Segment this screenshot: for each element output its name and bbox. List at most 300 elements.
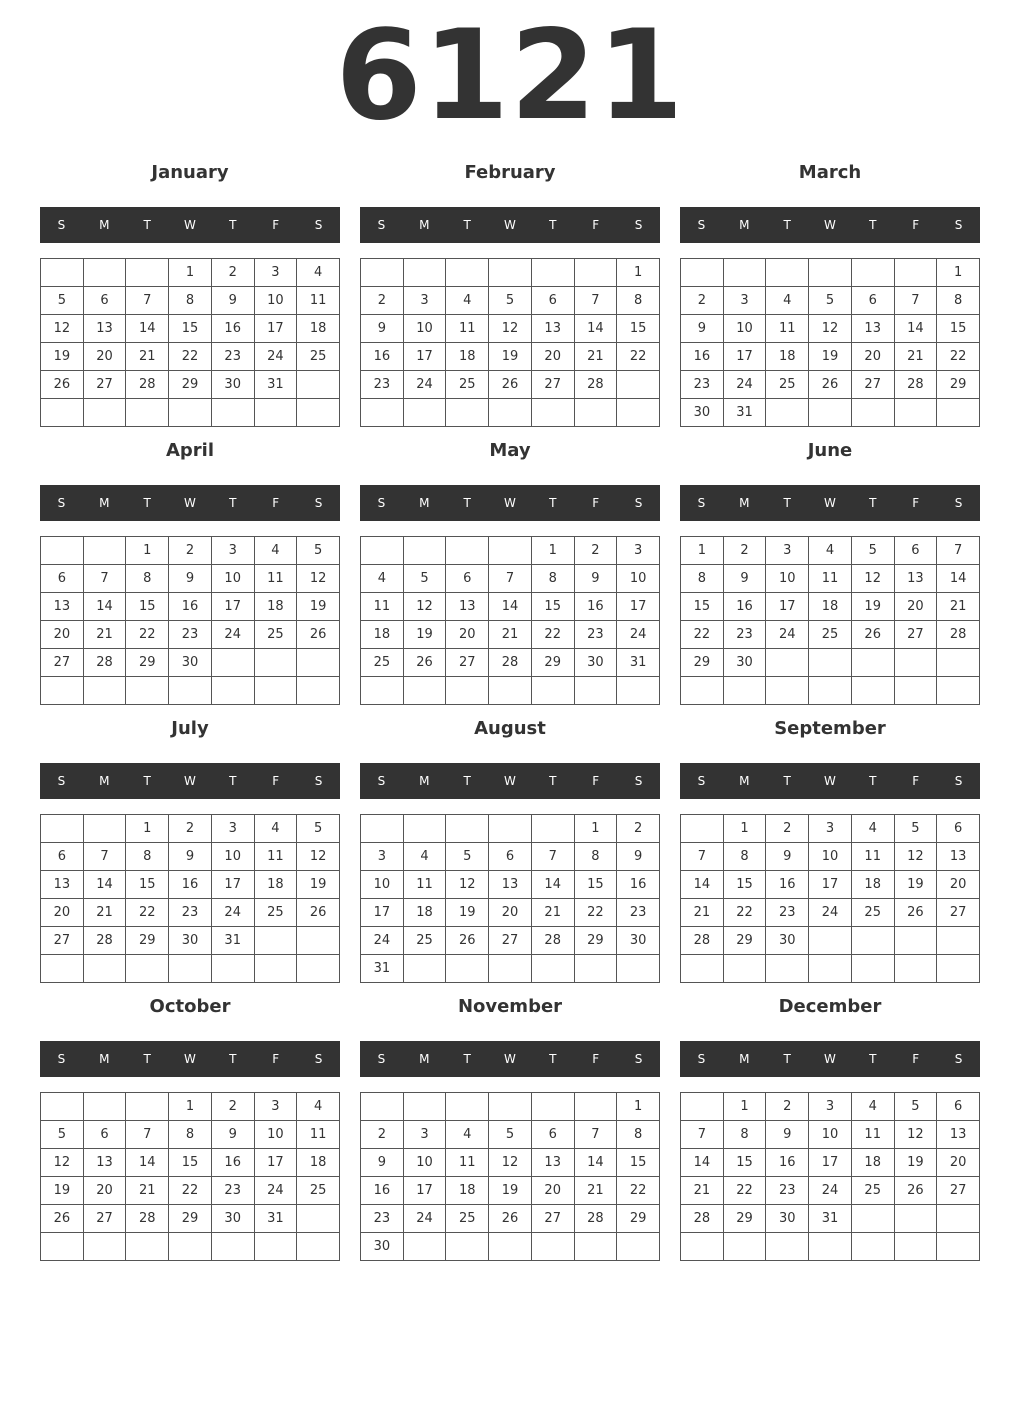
day-cell: 21 [895,343,938,371]
day-cell [212,649,255,677]
month-december [680,986,980,1260]
day-cell: 8 [126,565,169,593]
weekday-label: T [869,496,877,510]
month-name: October [149,996,231,1017]
day-cell: 7 [84,843,127,871]
day-cell: 31 [617,649,660,677]
day-cell: 18 [255,871,298,899]
day-cell: 24 [361,927,404,955]
day-cell: 10 [404,315,447,343]
day-cell [809,399,852,427]
day-cell: 12 [297,565,340,593]
day-cell [297,399,340,427]
weekday-label: S [57,1052,66,1066]
weekday-label: T [869,1052,877,1066]
day-cell: 12 [41,315,84,343]
weekday-label: M [739,1052,750,1066]
day-cell [937,955,980,983]
weekday-label: T [549,496,557,510]
day-cell [575,259,618,287]
weekday-label: T [463,496,471,510]
day-cell: 20 [852,343,895,371]
day-cell: 23 [212,343,255,371]
day-cell: 17 [212,871,255,899]
day-cell: 27 [895,621,938,649]
day-cell: 2 [766,1093,809,1121]
day-cell: 20 [84,1177,127,1205]
day-cell: 23 [169,899,212,927]
day-cell: 14 [895,315,938,343]
day-cell [169,955,212,983]
day-cell [532,399,575,427]
day-grid [40,258,340,427]
day-cell: 22 [617,1177,660,1205]
day-cell [404,815,447,843]
day-cell: 15 [937,315,980,343]
day-cell: 25 [404,927,447,955]
weekday-label: T [463,1052,471,1066]
day-cell [852,677,895,705]
day-cell: 11 [446,315,489,343]
day-cell: 28 [937,621,980,649]
day-cell: 11 [255,565,298,593]
day-cell [937,649,980,677]
day-cell [937,1205,980,1233]
day-cell: 4 [766,287,809,315]
weekday-label: T [869,218,877,232]
day-cell: 22 [126,621,169,649]
day-cell: 24 [404,371,447,399]
day-cell: 7 [937,537,980,565]
day-cell: 7 [532,843,575,871]
weekday-header [680,207,980,243]
day-cell: 6 [41,843,84,871]
day-cell [404,955,447,983]
day-cell [489,1093,532,1121]
weekday-label: T [783,774,791,788]
day-cell: 27 [84,371,127,399]
day-cell: 5 [41,287,84,315]
day-cell: 4 [446,287,489,315]
day-cell: 26 [446,927,489,955]
day-cell: 30 [617,927,660,955]
day-cell: 24 [809,899,852,927]
weekday-label: M [419,774,430,788]
day-cell: 4 [852,815,895,843]
day-cell: 3 [212,815,255,843]
day-cell: 29 [575,927,618,955]
day-cell: 1 [126,537,169,565]
day-cell [84,815,127,843]
weekday-label: W [824,218,836,232]
day-cell: 29 [126,649,169,677]
day-cell [489,537,532,565]
day-cell [617,677,660,705]
day-cell [404,537,447,565]
day-cell: 20 [489,899,532,927]
day-cell: 14 [937,565,980,593]
day-cell: 20 [532,1177,575,1205]
day-cell: 23 [724,621,767,649]
day-cell [84,1233,127,1261]
day-cell [681,1233,724,1261]
day-cell [41,399,84,427]
weekday-label: F [592,496,600,510]
day-cell: 11 [361,593,404,621]
day-cell [532,955,575,983]
day-cell: 12 [895,1121,938,1149]
day-cell: 20 [446,621,489,649]
day-cell [766,1233,809,1261]
day-cell [446,677,489,705]
day-cell: 10 [361,871,404,899]
day-cell: 10 [617,565,660,593]
day-cell: 16 [212,315,255,343]
day-cell [575,399,618,427]
day-cell: 28 [681,927,724,955]
weekday-label: F [912,496,920,510]
day-cell [766,399,809,427]
day-cell: 11 [809,565,852,593]
month-name: August [474,718,546,739]
day-cell [41,259,84,287]
day-cell: 3 [766,537,809,565]
day-cell: 6 [446,565,489,593]
day-cell: 2 [212,259,255,287]
day-cell [255,955,298,983]
day-cell: 25 [361,649,404,677]
day-cell [297,927,340,955]
day-cell: 23 [361,371,404,399]
day-cell: 28 [532,927,575,955]
day-cell: 20 [41,899,84,927]
weekday-label: T [143,1052,151,1066]
day-cell [895,1205,938,1233]
day-cell: 7 [84,565,127,593]
weekday-label: M [739,218,750,232]
day-cell: 30 [724,649,767,677]
day-cell: 12 [446,871,489,899]
day-cell: 25 [809,621,852,649]
day-cell: 25 [297,343,340,371]
day-cell [766,649,809,677]
day-cell [575,1093,618,1121]
day-cell [126,1093,169,1121]
day-cell [681,1093,724,1121]
day-cell: 11 [766,315,809,343]
day-cell [212,955,255,983]
day-cell: 28 [489,649,532,677]
weekday-label: S [377,1052,386,1066]
weekday-label: S [697,774,706,788]
day-cell [212,677,255,705]
day-grid [680,536,980,705]
weekday-label: W [824,1052,836,1066]
weekday-header [680,763,980,799]
day-cell [361,815,404,843]
day-cell: 11 [404,871,447,899]
day-cell: 1 [617,259,660,287]
day-cell: 30 [766,1205,809,1233]
day-cell [446,1233,489,1261]
day-cell: 15 [617,315,660,343]
day-cell [895,955,938,983]
day-cell [681,815,724,843]
day-cell: 24 [766,621,809,649]
day-cell: 24 [617,621,660,649]
month-january [40,152,340,426]
day-cell: 19 [489,343,532,371]
day-cell: 26 [41,1205,84,1233]
day-cell: 24 [255,1177,298,1205]
day-cell [532,815,575,843]
day-grid [40,1092,340,1261]
day-cell: 3 [255,259,298,287]
day-cell: 5 [489,287,532,315]
day-cell: 10 [809,1121,852,1149]
weekday-label: S [314,496,323,510]
day-cell: 7 [575,1121,618,1149]
day-cell: 11 [446,1149,489,1177]
day-cell: 3 [617,537,660,565]
day-cell: 21 [575,343,618,371]
day-cell: 21 [489,621,532,649]
weekday-label: F [272,218,280,232]
day-cell: 24 [212,621,255,649]
weekday-header [680,1041,980,1077]
weekday-label: M [99,496,110,510]
day-cell: 18 [852,871,895,899]
day-cell: 7 [895,287,938,315]
day-cell: 29 [532,649,575,677]
day-cell [404,259,447,287]
weekday-label: W [504,774,516,788]
day-cell: 25 [446,1205,489,1233]
day-cell: 17 [617,593,660,621]
weekday-label: T [549,1052,557,1066]
day-cell: 23 [617,899,660,927]
month-july [40,708,340,982]
weekday-label: W [824,774,836,788]
day-cell: 4 [255,537,298,565]
day-cell: 18 [446,343,489,371]
day-cell [84,677,127,705]
day-cell: 19 [446,899,489,927]
weekday-header [360,207,660,243]
day-cell: 19 [895,871,938,899]
day-cell: 11 [255,843,298,871]
weekday-label: S [634,774,643,788]
day-cell: 4 [297,1093,340,1121]
weekday-label: F [272,496,280,510]
day-grid [360,536,660,705]
day-cell: 2 [575,537,618,565]
day-cell: 27 [937,899,980,927]
month-march [680,152,980,426]
day-cell [255,677,298,705]
day-cell: 23 [361,1205,404,1233]
day-cell: 29 [126,927,169,955]
day-cell: 16 [681,343,724,371]
day-cell: 22 [724,899,767,927]
weekday-label: T [869,774,877,788]
day-cell: 25 [852,1177,895,1205]
day-cell: 16 [212,1149,255,1177]
weekday-label: T [463,774,471,788]
weekday-label: T [229,1052,237,1066]
day-cell: 16 [169,593,212,621]
day-cell: 8 [681,565,724,593]
day-cell: 15 [724,871,767,899]
day-cell: 18 [446,1177,489,1205]
year-title: 6121 [335,4,685,148]
day-cell: 13 [489,871,532,899]
day-cell: 30 [169,927,212,955]
day-cell: 14 [84,593,127,621]
day-cell: 21 [681,899,724,927]
day-cell: 28 [895,371,938,399]
day-cell: 8 [169,287,212,315]
day-cell: 23 [575,621,618,649]
day-cell [297,649,340,677]
month-name: June [807,440,853,461]
day-cell [724,677,767,705]
weekday-label: S [697,1052,706,1066]
day-cell: 9 [575,565,618,593]
day-cell: 10 [404,1149,447,1177]
day-cell: 2 [169,815,212,843]
day-cell: 26 [297,899,340,927]
day-cell: 16 [361,343,404,371]
day-cell: 9 [766,843,809,871]
day-cell: 3 [809,815,852,843]
day-cell: 30 [212,371,255,399]
day-cell: 15 [724,1149,767,1177]
day-cell: 20 [937,871,980,899]
day-cell [809,259,852,287]
day-cell: 27 [84,1205,127,1233]
day-cell: 13 [937,843,980,871]
day-cell: 6 [41,565,84,593]
day-cell [852,1233,895,1261]
weekday-label: T [143,496,151,510]
day-cell [937,1233,980,1261]
day-cell [617,955,660,983]
day-cell: 30 [681,399,724,427]
day-cell [84,399,127,427]
day-cell: 17 [404,343,447,371]
weekday-label: S [377,496,386,510]
day-cell: 25 [766,371,809,399]
day-cell: 14 [575,1149,618,1177]
day-cell [617,399,660,427]
weekday-label: T [229,496,237,510]
weekday-label: F [592,218,600,232]
day-cell: 31 [724,399,767,427]
day-cell: 8 [617,1121,660,1149]
weekday-label: S [954,774,963,788]
day-cell [361,677,404,705]
day-cell: 18 [297,315,340,343]
month-november [360,986,660,1260]
day-cell: 18 [809,593,852,621]
day-grid [40,814,340,983]
day-cell: 13 [41,871,84,899]
day-cell: 27 [41,927,84,955]
day-cell [617,1233,660,1261]
day-cell: 1 [575,815,618,843]
day-cell: 16 [361,1177,404,1205]
day-cell [41,537,84,565]
day-cell [41,677,84,705]
month-name: December [778,996,882,1017]
weekday-label: F [592,1052,600,1066]
month-name: March [798,162,862,183]
day-cell: 2 [724,537,767,565]
day-cell [169,399,212,427]
day-cell: 5 [297,815,340,843]
day-cell: 21 [575,1177,618,1205]
day-cell: 5 [446,843,489,871]
day-cell: 11 [297,287,340,315]
day-cell: 20 [41,621,84,649]
weekday-label: T [143,774,151,788]
day-cell [852,399,895,427]
day-cell [446,815,489,843]
day-cell: 1 [169,259,212,287]
day-cell: 24 [212,899,255,927]
day-cell: 8 [575,843,618,871]
weekday-header [40,1041,340,1077]
day-cell: 26 [852,621,895,649]
day-cell: 29 [617,1205,660,1233]
weekday-label: W [504,496,516,510]
day-cell: 17 [255,1149,298,1177]
day-cell: 2 [617,815,660,843]
day-cell [404,399,447,427]
day-cell: 13 [532,1149,575,1177]
day-cell: 22 [681,621,724,649]
month-may [360,430,660,704]
day-cell: 5 [297,537,340,565]
day-cell: 23 [681,371,724,399]
day-cell: 15 [169,315,212,343]
weekday-label: M [99,218,110,232]
day-cell: 28 [575,1205,618,1233]
weekday-label: T [783,1052,791,1066]
day-cell: 23 [212,1177,255,1205]
day-cell: 10 [766,565,809,593]
day-cell: 18 [766,343,809,371]
day-cell: 26 [489,1205,532,1233]
weekday-label: M [739,774,750,788]
weekday-label: W [504,1052,516,1066]
day-cell: 19 [297,593,340,621]
day-cell: 13 [937,1121,980,1149]
day-cell: 3 [404,287,447,315]
day-cell: 29 [681,649,724,677]
day-cell: 7 [575,287,618,315]
day-cell: 7 [126,1121,169,1149]
day-cell: 14 [681,871,724,899]
day-cell [724,955,767,983]
day-cell: 14 [532,871,575,899]
day-cell [212,399,255,427]
day-cell: 28 [126,1205,169,1233]
day-cell: 30 [212,1205,255,1233]
day-cell: 16 [575,593,618,621]
day-cell: 18 [361,621,404,649]
